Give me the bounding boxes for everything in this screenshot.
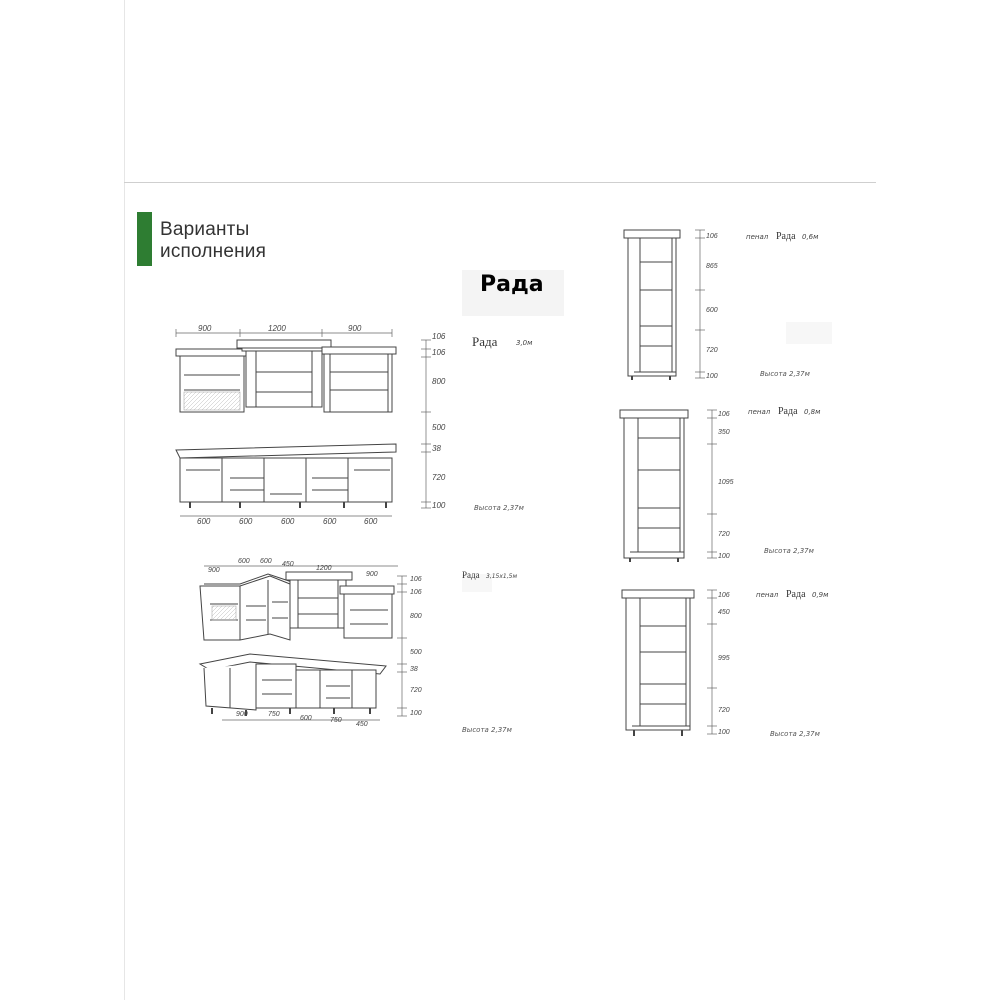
pencil-case-0-9-dims — [718, 592, 730, 736]
dim-label: 450 — [282, 561, 294, 568]
straight-kitchen-name: Рада — [472, 334, 498, 349]
dim-label: 106 — [706, 233, 718, 240]
dim-label: 450 — [356, 721, 368, 728]
dim-label: 720 — [706, 347, 718, 354]
pencil-case-size: 0,6м — [802, 233, 819, 241]
dim-label: 106 — [718, 592, 730, 599]
dim-label: 750 — [268, 711, 280, 718]
dim-label: 450 — [718, 609, 730, 616]
dim-label: 100 — [718, 553, 730, 560]
pencil-case-height-note: Высота 2,37м — [760, 370, 810, 378]
pencil-case-0-8-drawing — [620, 410, 717, 562]
dim-label: 38 — [432, 444, 441, 453]
corner-kitchen-size: 3,15х1,5м — [486, 573, 517, 580]
corner-kitchen-drawing — [200, 566, 407, 720]
dim-label: 600 — [260, 558, 272, 565]
dim-label: 500 — [410, 649, 422, 656]
dim-label: 100 — [410, 710, 422, 717]
model-label: Рада — [480, 272, 544, 297]
dim-label: 720 — [432, 473, 446, 482]
dim-label: 600 — [281, 517, 295, 526]
corner-kitchen-name: Рада — [462, 570, 480, 580]
dim-label: 600 — [706, 307, 718, 314]
pencil-case-0-9-drawing — [622, 590, 717, 736]
dim-label: 1200 — [316, 565, 332, 572]
pencil-case-prefix: пенал — [746, 233, 769, 241]
dim-label: 995 — [718, 655, 730, 662]
pencil-case-name: Рада — [786, 589, 806, 600]
corner-kitchen-height-note: Высота 2,37м — [462, 726, 512, 734]
pencil-case-name: Рада — [778, 406, 798, 417]
dim-label: 350 — [718, 429, 730, 436]
dim-label: 600 — [300, 715, 312, 722]
pencil-case-0-6-dims — [706, 233, 718, 380]
pencil-case-height-note: Высота 2,37м — [764, 547, 814, 555]
dim-label: 600 — [239, 517, 253, 526]
dim-label: 100 — [706, 373, 718, 380]
dim-label: 750 — [330, 717, 342, 724]
dim-label: 1200 — [268, 324, 286, 333]
pencil-case-0-8-dims — [718, 411, 734, 560]
dim-label: 900 — [348, 324, 362, 333]
dim-label: 900 — [198, 324, 212, 333]
dim-label: 100 — [432, 501, 446, 510]
pencil-case-0-6-drawing — [624, 230, 705, 380]
dim-label: 106 — [432, 332, 446, 341]
pencil-case-size: 0,9м — [812, 591, 829, 599]
dim-label: 720 — [718, 531, 730, 538]
dim-label: 900 — [236, 711, 248, 718]
heading-line-1: Варианты — [160, 219, 250, 240]
pencil-case-prefix: пенал — [756, 591, 779, 599]
pencil-case-size: 0,8м — [804, 408, 821, 416]
straight-kitchen-size: 3,0м — [516, 339, 533, 347]
dim-label: 600 — [197, 517, 211, 526]
dim-label: 900 — [208, 567, 220, 574]
dim-label: 800 — [432, 377, 446, 386]
dim-label: 106 — [410, 576, 422, 583]
dim-label: 500 — [432, 423, 446, 432]
dim-label: 106 — [718, 411, 730, 418]
dim-label: 600 — [323, 517, 337, 526]
dim-label: 1095 — [718, 479, 734, 486]
dim-label: 720 — [718, 707, 730, 714]
pencil-case-name: Рада — [776, 231, 796, 242]
dim-label: 600 — [238, 558, 250, 565]
dim-label: 600 — [364, 517, 378, 526]
dim-label: 106 — [432, 348, 446, 357]
pencil-case-height-note: Высота 2,37м — [770, 730, 820, 738]
dim-label: 38 — [410, 666, 418, 673]
dim-label: 865 — [706, 263, 718, 270]
dim-label: 800 — [410, 613, 422, 620]
straight-kitchen-height-note: Высота 2,37м — [474, 504, 524, 512]
dim-label: 100 — [718, 729, 730, 736]
straight-kitchen-drawing — [176, 329, 431, 516]
dim-label: 106 — [410, 589, 422, 596]
dim-label: 900 — [366, 571, 378, 578]
heading-line-2: исполнения — [160, 241, 267, 262]
dim-label: 720 — [410, 687, 422, 694]
pencil-case-prefix: пенал — [748, 408, 771, 416]
